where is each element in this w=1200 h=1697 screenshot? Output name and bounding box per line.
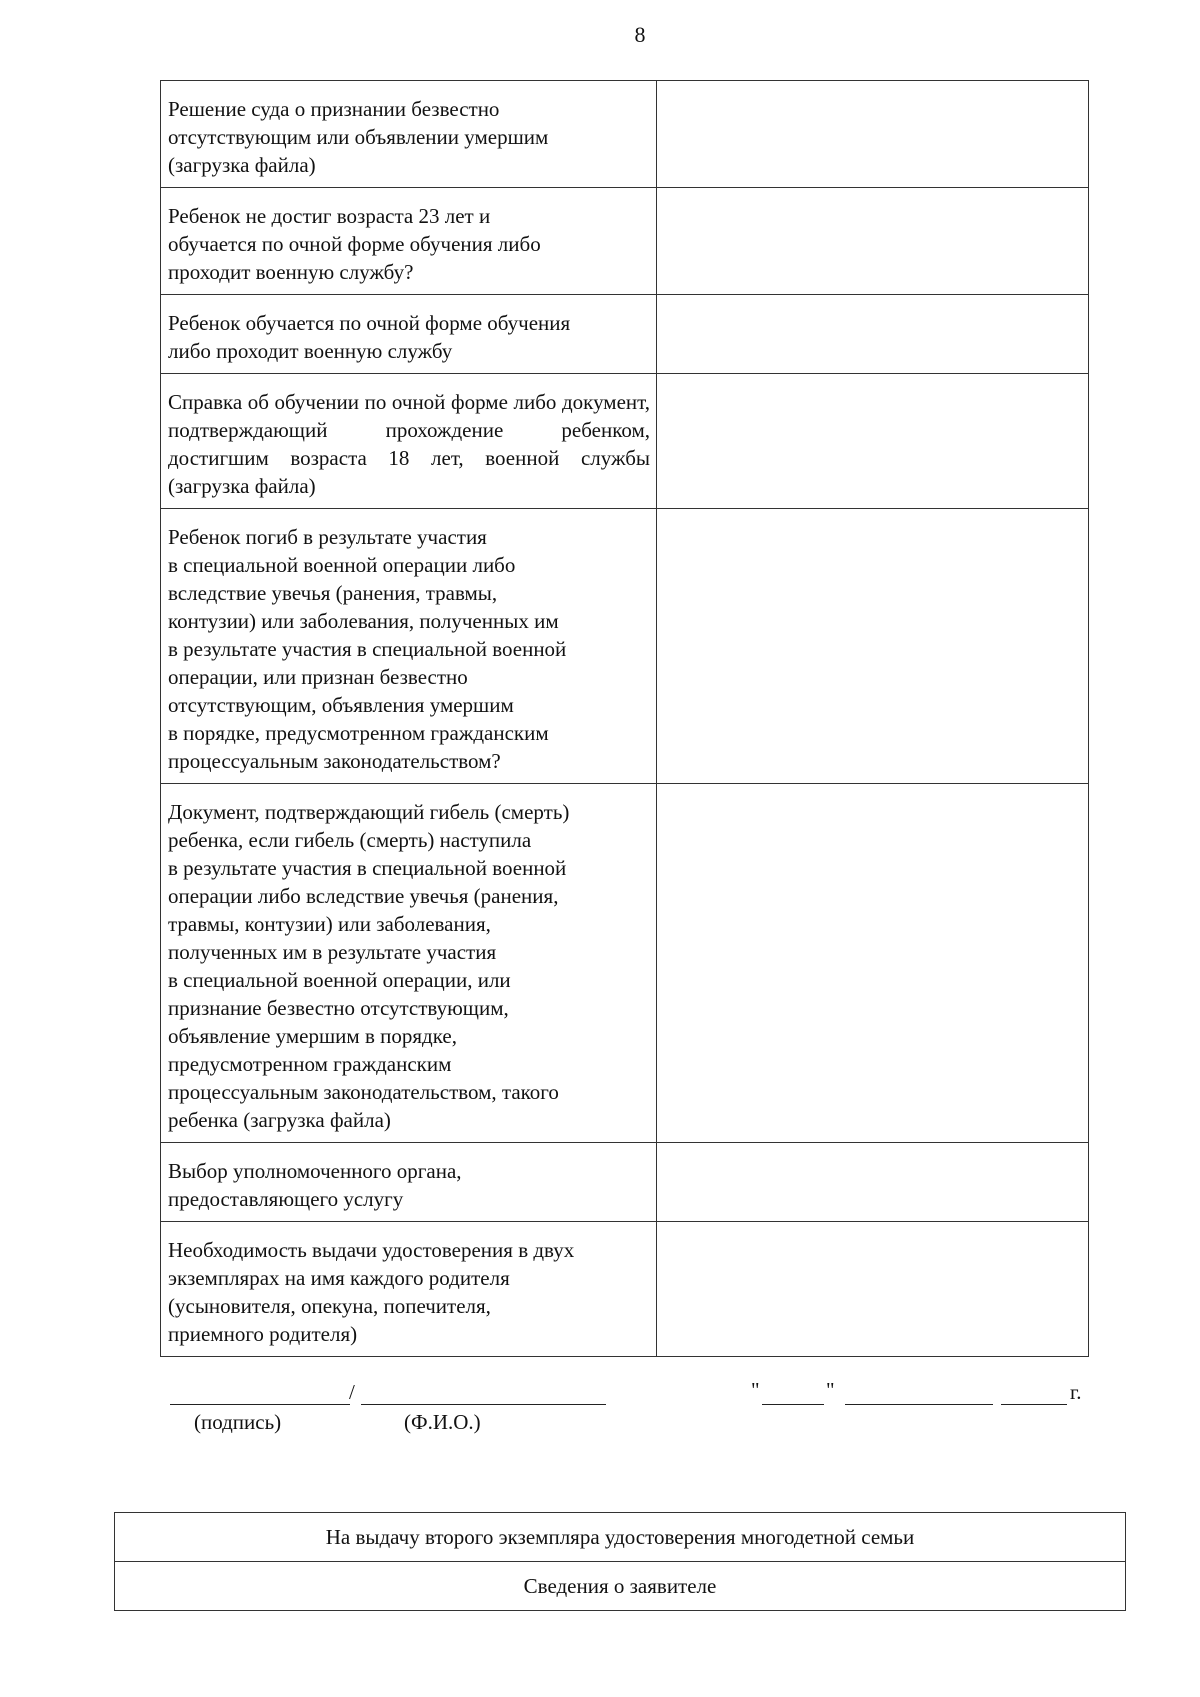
form-row-label-text: Ребенок обучается по очной форме обучения либо проходит военную службу (168, 311, 571, 363)
signature-block (0, 1380, 1200, 1440)
year-suffix: г. (1070, 1380, 1082, 1404)
form-row-label (161, 374, 657, 509)
form-row (161, 509, 1089, 784)
form-row-value-field[interactable] (657, 374, 1089, 509)
signature-separator: / (349, 1380, 355, 1404)
form-table-body (161, 81, 1089, 1357)
form-row-label (161, 1222, 657, 1357)
page-number: 8 (634, 22, 646, 47)
form-row-value-field[interactable] (657, 295, 1089, 374)
form-row-label (161, 188, 657, 295)
form-row-label-text: Выбор уполномоченного органа, предоставляющего услугу (168, 1159, 462, 1211)
applicant-info-heading: Сведения о заявителе (115, 1562, 1126, 1611)
signature-line[interactable] (170, 1404, 350, 1405)
date-quote-close: " (826, 1378, 835, 1402)
application-form-table (160, 80, 1089, 1357)
full-name-caption: (Ф.И.О.) (404, 1410, 481, 1434)
form-row (161, 1222, 1089, 1357)
form-row-label (161, 509, 657, 784)
form-row-label (161, 784, 657, 1143)
form-row-value-field[interactable] (657, 784, 1089, 1143)
form-row-label (161, 1143, 657, 1222)
form-row-value-field[interactable] (657, 1222, 1089, 1357)
form-row-value-field[interactable] (657, 81, 1089, 188)
form-row-label (161, 295, 657, 374)
form-row-label-text: Документ, подтверждающий гибель (смерть) ребенка, если гибель (смерть) наступила в результате участия в специальной военной операции либо вследствие увечья (ранения, травмы, контузии) или заболевания, полученных им в результате участия в специальной военной операции, или признание безвестно отсутствующим, объявление умершим в порядке, предусмотренном гражданским процессуальным законодательством, такого ребенка (загрузка файла) (168, 800, 570, 1132)
form-row-label (161, 81, 657, 188)
form-row-label-text: Решение суда о признании безвестно отсутствующим или объявлении умершим (загрузка файла) (168, 97, 549, 177)
full-name-line[interactable] (361, 1404, 606, 1405)
second-copy-title-row (115, 1513, 1126, 1562)
date-month-line[interactable] (845, 1404, 993, 1405)
form-row (161, 295, 1089, 374)
form-row-value-field[interactable] (657, 188, 1089, 295)
second-copy-table (114, 1512, 1126, 1611)
date-quote-open: " (751, 1378, 760, 1402)
applicant-info-row (115, 1562, 1126, 1611)
form-row-value-field[interactable] (657, 1143, 1089, 1222)
form-row (161, 81, 1089, 188)
form-row (161, 188, 1089, 295)
form-row-label-text: Справка об обучении по очной форме либо документ, подтверждающий прохождение ребенком, достигшим возраста 18 лет, военной службы (загрузка файла) (168, 390, 650, 498)
second-copy-title: На выдачу второго экземпляра удостоверения многодетной семьи (115, 1513, 1126, 1562)
form-row-label-text: Необходимость выдачи удостоверения в двух экземплярах на имя каждого родителя (усыновителя, опекуна, попечителя, приемного родителя) (168, 1238, 575, 1346)
date-day-line[interactable] (762, 1404, 824, 1405)
form-row-label-text: Ребенок погиб в результате участия в специальной военной операции либо вследствие увечья (ранения, травмы, контузии) или заболевания, полученных им в результате участия в специальной военной операции, или признан безвестно отсутствующим, объявления умершим в порядке, предусмотренном гражданским процессуальным законодательством? (168, 525, 567, 773)
date-year-line[interactable] (1001, 1404, 1067, 1405)
form-row (161, 374, 1089, 509)
signature-caption: (подпись) (194, 1410, 282, 1434)
form-row (161, 784, 1089, 1143)
form-row-label-text: Ребенок не достиг возраста 23 лет и обучается по очной форме обучения либо проходит военную службу? (168, 204, 541, 284)
form-row-value-field[interactable] (657, 509, 1089, 784)
form-row (161, 1143, 1089, 1222)
